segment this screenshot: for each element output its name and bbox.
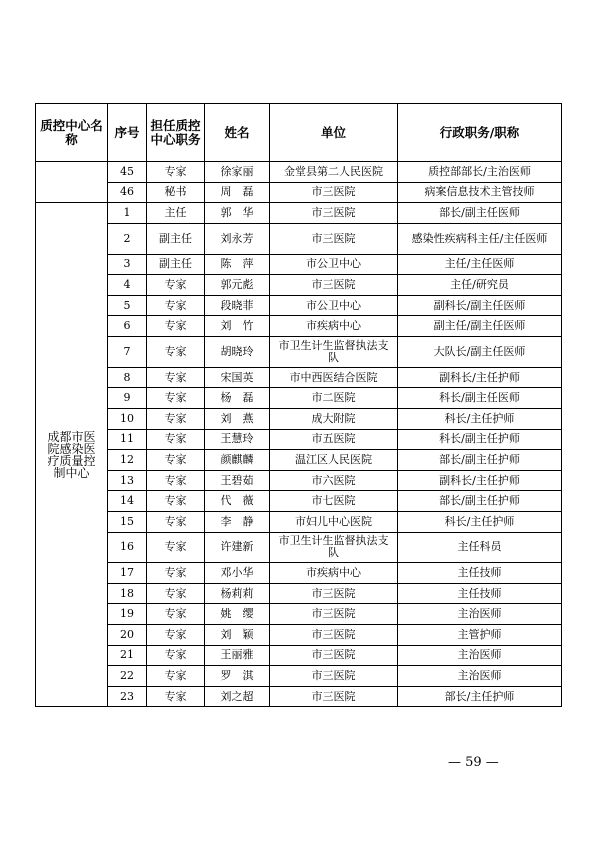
name-cell: 刘永芳 [205,223,270,254]
title-cell: 主任技师 [398,583,562,604]
serial-number-cell: 45 [108,162,147,183]
name-cell: 王丽雅 [205,645,270,666]
role-cell: 专家 [147,511,205,532]
serial-number-cell: 7 [108,336,147,367]
unit-cell: 市三医院 [270,625,398,646]
unit-cell: 成大附院 [270,408,398,429]
title-cell: 主任/主任医师 [398,254,562,275]
role-cell: 专家 [147,563,205,584]
role-cell: 专家 [147,275,205,296]
name-cell: 王慧玲 [205,429,270,450]
title-cell: 科长/副主任医师 [398,388,562,409]
unit-cell: 市三医院 [270,666,398,687]
name-cell: 姚 缨 [205,604,270,625]
unit-cell [270,223,398,254]
role-cell: 副主任 [147,254,205,275]
table-row [36,583,562,604]
table-row [36,408,562,429]
name-cell: 颜麒麟 [205,450,270,471]
serial-number-cell: 10 [108,408,147,429]
serial-number-cell: 1 [108,203,147,224]
table-row [36,625,562,646]
serial-number-cell: 18 [108,583,147,604]
table-row [36,532,562,563]
unit-cell: 市二医院 [270,388,398,409]
table-row [36,182,562,203]
name-cell: 杨 磊 [205,388,270,409]
unit-cell: 温江区人民医院 [270,450,398,471]
serial-number-cell: 9 [108,388,147,409]
table-row [36,316,562,337]
title-cell: 主治医师 [398,604,562,625]
name-cell: 刘 燕 [205,408,270,429]
page-number: — 59 — [448,755,499,770]
name-cell: 罗 淇 [205,666,270,687]
serial-number-cell: 3 [108,254,147,275]
role-cell: 专家 [147,491,205,512]
serial-number-cell: 5 [108,295,147,316]
name-cell: 邓小华 [205,563,270,584]
unit-cell: 市六医院 [270,470,398,491]
serial-number-cell: 13 [108,470,147,491]
name-cell: 周 磊 [205,182,270,203]
name-cell: 许建新 [205,532,270,563]
center-name-cell [36,203,108,707]
center-name-text: 成都市医院感染医疗质量控制中心 [47,429,96,480]
table-row [36,645,562,666]
unit-cell: 市三医院 [270,686,398,707]
name-cell: 宋国英 [205,367,270,388]
unit-cell: 金堂县第二人民医院 [270,162,398,183]
table-row [36,491,562,512]
unit-cell: 市三医院 [270,583,398,604]
role-cell: 专家 [147,429,205,450]
role-cell: 专家 [147,583,205,604]
table-row [36,686,562,707]
table-row [36,295,562,316]
serial-number-cell: 14 [108,491,147,512]
role-cell: 秘书 [147,182,205,203]
unit-cell: 市公卫中心 [270,295,398,316]
title-cell: 主任技师 [398,563,562,584]
name-cell: 刘 颖 [205,625,270,646]
role-cell: 专家 [147,604,205,625]
role-cell: 专家 [147,450,205,471]
unit-cell-text: 市卫生计生监督执法支队 [278,338,389,364]
unit-cell: 市妇儿中心医院 [270,511,398,532]
role-cell: 专家 [147,316,205,337]
center-name-cell-empty [36,162,108,203]
serial-number-cell: 46 [108,182,147,203]
title-cell: 质控部部长/主治医师 [398,162,562,183]
table-row [36,470,562,491]
header-center-role: 担任质控中心职务 [147,104,205,162]
unit-cell: 市中西医结合医院 [270,367,398,388]
title-cell: 科长/副主任护师 [398,429,562,450]
title-cell: 部长/主任护师 [398,686,562,707]
role-cell: 专家 [147,388,205,409]
header-center-name: 质控中心名称 [36,104,108,162]
name-cell: 刘之超 [205,686,270,707]
name-cell: 代 薇 [205,491,270,512]
table-body [36,162,562,707]
table-row [36,563,562,584]
table-row [36,336,562,367]
title-cell: 科长/主任护师 [398,408,562,429]
name-cell: 郭元彪 [205,275,270,296]
role-cell: 专家 [147,336,205,367]
unit-cell: 市三医院 [270,203,398,224]
unit-cell: 市三医院 [270,604,398,625]
serial-number-cell: 2 [108,223,147,254]
serial-number-cell: 15 [108,511,147,532]
serial-number-cell: 11 [108,429,147,450]
role-cell: 专家 [147,625,205,646]
title-cell: 病案信息技术主管技师 [398,182,562,203]
table-row [36,511,562,532]
title-cell: 副科长/主任护师 [398,367,562,388]
serial-number-cell: 4 [108,275,147,296]
header-unit: 单位 [270,104,398,162]
table-header-row [36,104,562,162]
role-cell: 专家 [147,162,205,183]
table-row [36,666,562,687]
name-cell: 王碧茹 [205,470,270,491]
name-cell: 郭 华 [205,203,270,224]
name-cell: 刘 竹 [205,316,270,337]
role-cell: 专家 [147,666,205,687]
name-cell: 李 静 [205,511,270,532]
unit-cell [270,336,398,367]
title-cell: 主治医师 [398,666,562,687]
serial-number-cell: 8 [108,367,147,388]
serial-number-cell: 20 [108,625,147,646]
serial-number-cell: 6 [108,316,147,337]
unit-cell: 市三医院 [270,275,398,296]
title-cell-text: 感染性疾病科主任/主任医师 [411,231,548,245]
name-cell: 胡晓玲 [205,336,270,367]
table-row [36,367,562,388]
serial-number-cell: 12 [108,450,147,471]
unit-cell: 市五医院 [270,429,398,450]
serial-number-cell: 21 [108,645,147,666]
expert-roster-table [35,103,562,707]
title-cell-text: 大队长/副主任医师 [433,344,526,358]
title-cell: 部长/副主任护师 [398,450,562,471]
table-row [36,388,562,409]
role-cell: 副主任 [147,223,205,254]
name-cell: 徐家丽 [205,162,270,183]
header-title: 行政职务/职称 [398,104,562,162]
header-name: 姓名 [205,104,270,162]
title-cell: 主任/研究员 [398,275,562,296]
title-cell: 副科长/主任护师 [398,470,562,491]
role-cell: 专家 [147,686,205,707]
unit-cell: 市七医院 [270,491,398,512]
table-row [36,162,562,183]
serial-number-cell: 16 [108,532,147,563]
title-cell: 副主任/副主任医师 [398,316,562,337]
role-cell: 专家 [147,645,205,666]
title-cell: 科长/主任护师 [398,511,562,532]
table-row [36,450,562,471]
table-row [36,223,562,254]
title-cell [398,223,562,254]
serial-number-cell: 17 [108,563,147,584]
role-cell: 专家 [147,408,205,429]
title-cell: 主管护师 [398,625,562,646]
title-cell: 部长/副主任护师 [398,491,562,512]
serial-number-cell: 23 [108,686,147,707]
role-cell: 专家 [147,367,205,388]
unit-cell-text: 市卫生计生监督执法支队 [278,534,389,560]
name-cell: 杨莉莉 [205,583,270,604]
title-cell: 副科长/副主任医师 [398,295,562,316]
name-cell: 段晓菲 [205,295,270,316]
table-row [36,254,562,275]
role-cell: 专家 [147,532,205,563]
title-cell-text: 主任科员 [457,540,502,554]
role-cell: 专家 [147,295,205,316]
title-cell [398,532,562,563]
role-cell: 专家 [147,470,205,491]
unit-cell: 市疾病中心 [270,563,398,584]
unit-cell: 市疾病中心 [270,316,398,337]
header-serial-number: 序号 [108,104,147,162]
name-cell: 陈 萍 [205,254,270,275]
role-cell: 主任 [147,203,205,224]
unit-cell: 市三医院 [270,182,398,203]
table-row [36,275,562,296]
table-row [36,604,562,625]
unit-cell-text: 市三医院 [311,231,356,245]
unit-cell [270,532,398,563]
title-cell: 部长/副主任医师 [398,203,562,224]
table-row [36,429,562,450]
serial-number-cell: 22 [108,666,147,687]
title-cell: 主治医师 [398,645,562,666]
serial-number-cell: 19 [108,604,147,625]
unit-cell: 市公卫中心 [270,254,398,275]
table-row [36,203,562,224]
unit-cell: 市三医院 [270,645,398,666]
title-cell [398,336,562,367]
